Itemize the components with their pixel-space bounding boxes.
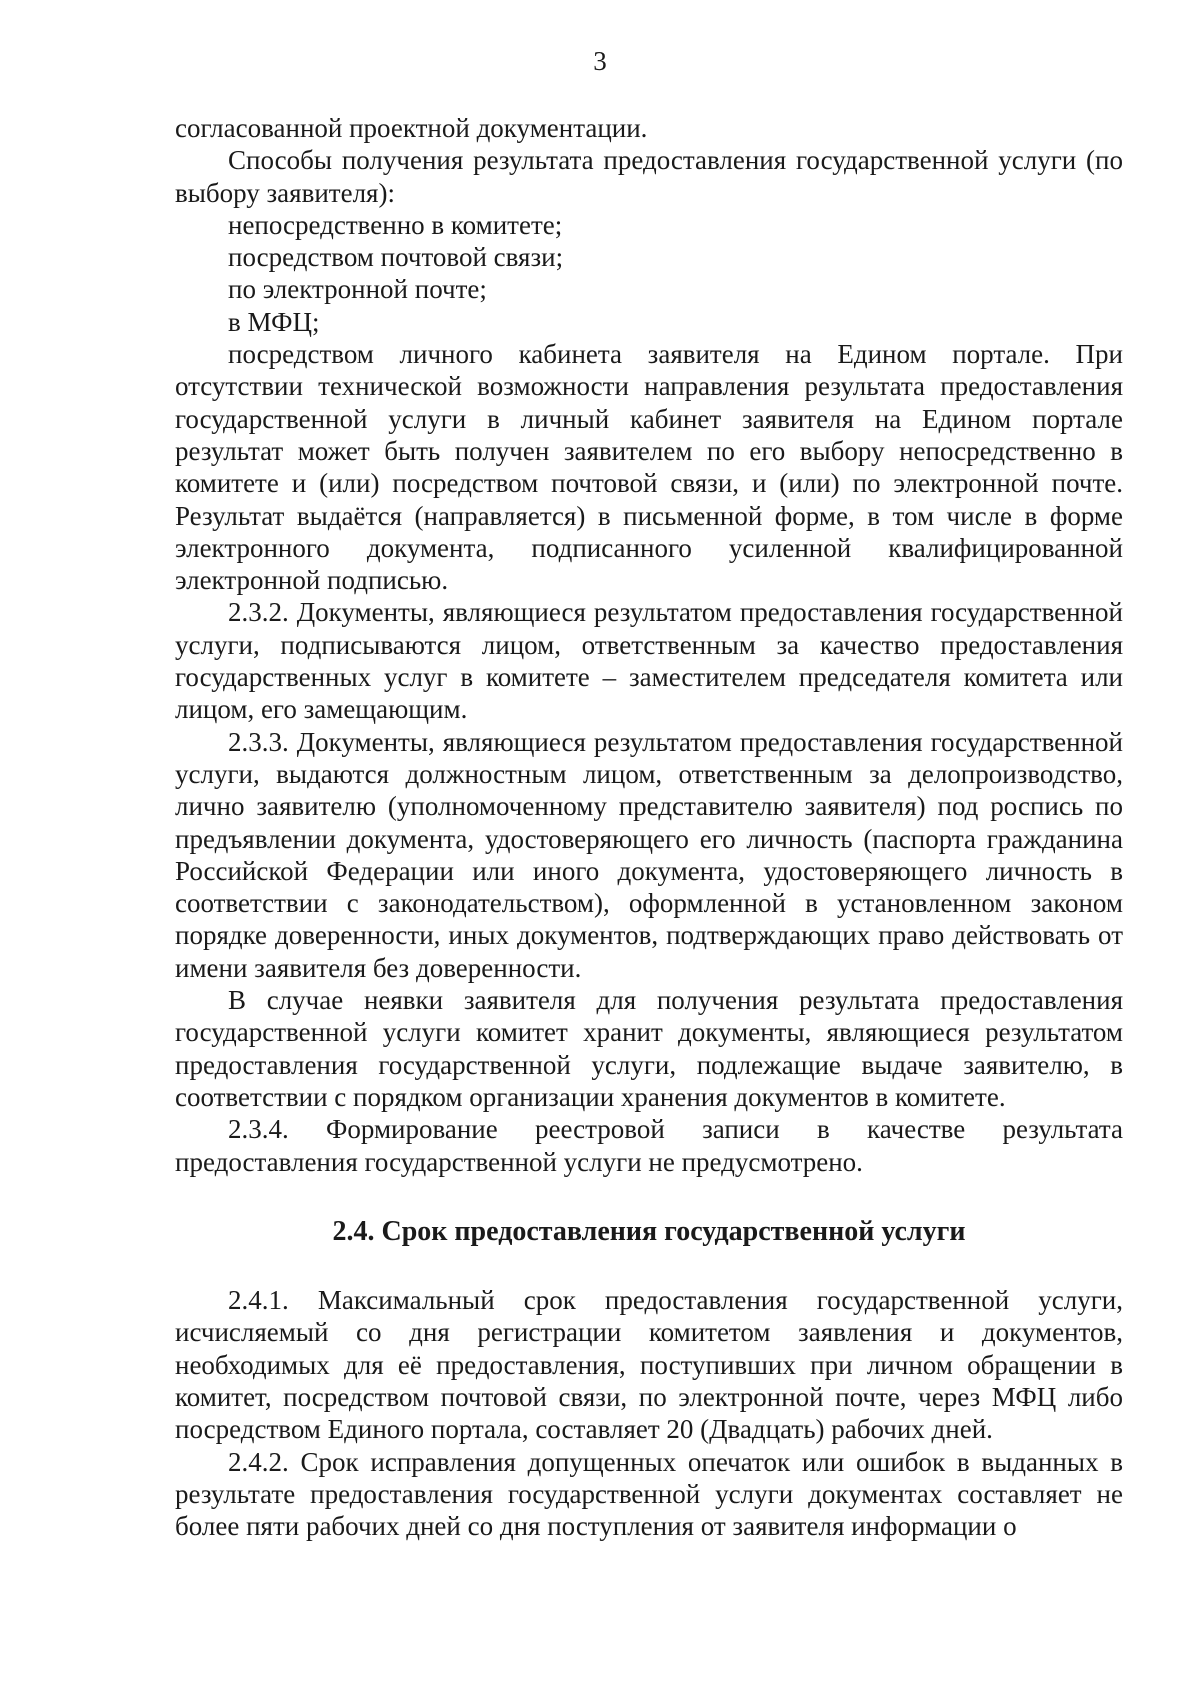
paragraph: В случае неявки заявителя для получения результата предоставления государственной услуги комитет хранит документы, являющиеся результатом предоставления государственной услуги, подлежащие выдаче заявителю, в соответствии с порядком организации хранения документов в комитете. bbox=[175, 985, 1123, 1112]
page-number: 3 bbox=[593, 46, 607, 76]
paragraph: согласованной проектной документации. bbox=[175, 113, 648, 143]
list-item: по электронной почте; bbox=[228, 274, 487, 305]
paragraph: 2.4.1. Максимальный срок предоставления государственной услуги, исчисляемый со дня регистрации комитетом заявления и документов, необходимых для её предоставления, поступивших при личном обращении в комитет, посредством почтовой связи, по электронной почте, через МФЦ либо посредством Единого портала, составляет 20 (Двадцать) рабочих дней. bbox=[175, 1285, 1123, 1445]
list-item: посредством почтовой связи; bbox=[228, 242, 564, 273]
paragraph: 2.3.3. Документы, являющиеся результатом предоставления государственной услуги, выдаются должностным лицом, ответственным за делопроизводство, лично заявителю (уполномоченному представителю заявителя) под роспись по предъявлении документа, удостоверяющего его личность (паспорта гражданина Российской Федерации или иного документа, удостоверяющего личность в соответствии с законодательством), оформленной в установленном законом порядке доверенности, иных документов, подтверждающих право действовать от имени заявителя без доверенности. bbox=[175, 726, 1123, 983]
paragraph: 2.3.4. Формирование реестровой записи в качестве результата предоставления государственной услуги не предусмотрено. bbox=[175, 1114, 1123, 1177]
list-item: непосредственно в комитете; bbox=[228, 209, 563, 240]
paragraph: 2.4.2. Срок исправления допущенных опечаток или ошибок в выданных в результате предоставления государственной услуги документах составляет не более пяти рабочих дней со дня поступления от заявителя информации о bbox=[175, 1446, 1123, 1542]
document-body bbox=[175, 112, 1123, 1542]
paragraph: 2.3.2. Документы, являющиеся результатом предоставления государственной услуги, подписываются лицом, ответственным за качество предоставления государственных услуг в комитете – заместителем председателя комитета или лицом, его замещающим. bbox=[175, 597, 1123, 725]
paragraph: Способы получения результата предоставления государственной услуги (по выбору заявителя): bbox=[175, 145, 1123, 208]
section-heading: 2.4. Срок предоставления государственной услуги bbox=[332, 1215, 966, 1247]
list-item: в МФЦ; bbox=[228, 306, 320, 337]
paragraph: посредством личного кабинета заявителя на Едином портале. При отсутствии технической возможности направления результата предоставления государственной услуги в личный кабинет заявителя на Едином портале результат может быть получен заявителем по его выбору непосредственно в комитете и (или) посредством почтовой связи, и (или) по электронной почте. Результат выдаётся (направляется) в письменной форме, в том числе в форме электронного документа, подписанного усиленной квалифицированной электронной подписью. bbox=[175, 339, 1123, 596]
